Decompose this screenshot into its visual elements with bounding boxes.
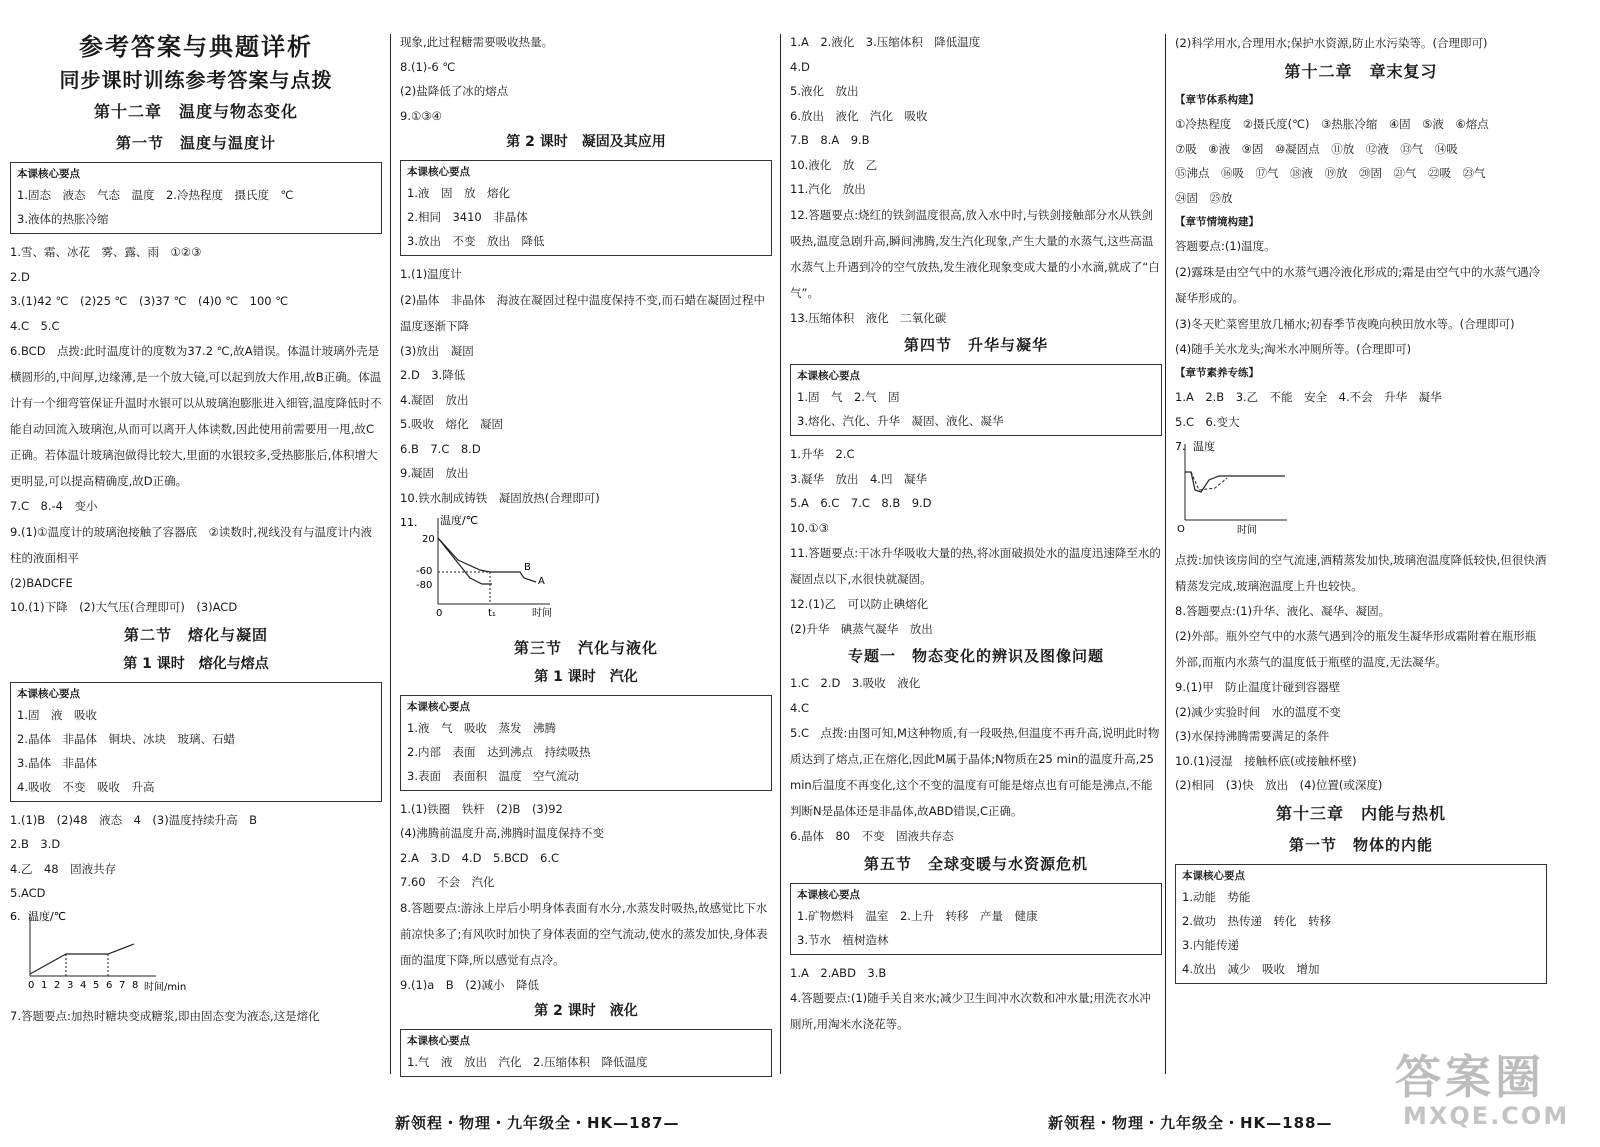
answer-line: (4)随手关水龙头;淘米水冲厕所等。(合理即可): [1175, 341, 1412, 356]
answer-line: 2.B 3.D: [10, 837, 61, 851]
answer-line: 12.(1)乙 可以防止碘熔化: [790, 597, 929, 611]
answer-paragraph: (2)外部。瓶外空气中的水蒸气遇到冷的瓶发生凝华形成霜附着在瓶形瓶外部,而瓶内水蒸气的温度低于瓶壁的温度,无法凝华。: [1175, 629, 1537, 669]
answer-line: 3.(1)42 ℃ (2)25 ℃ (3)37 ℃ (4)0 ℃ 100 ℃: [10, 294, 289, 308]
graph-tick: 8: [132, 979, 139, 991]
graph-y-tick: -60: [416, 566, 433, 577]
graph-question-number: 7.: [1175, 440, 1186, 453]
answer-line: 4.C: [790, 700, 810, 715]
answer-line: 10.液化 放 乙: [790, 157, 878, 172]
thermometer-graph: [1175, 436, 1547, 545]
lesson-title: 第 1 课时 汽化: [534, 668, 638, 685]
lesson-title: 第 1 课时 熔化与熔点: [123, 655, 269, 672]
graph-question-number: 11.: [400, 516, 418, 529]
core-box-title: 本课核心要点: [797, 888, 860, 901]
graph-t1: t₁: [488, 608, 496, 619]
answer-line: 4.C 5.C: [10, 318, 60, 333]
core-point: 1.气 液 放出 汽化 2.压缩体积 降低温度: [407, 1055, 648, 1069]
review-title: 第十二章 章末复习: [1284, 62, 1438, 81]
core-point: 3.熔化、汽化、升华 凝固、液化、凝华: [797, 414, 1004, 428]
core-box-title: 本课核心要点: [797, 370, 860, 382]
answer-line: 2.D 3.降低: [400, 368, 466, 382]
watermark-logo: [1395, 1050, 1585, 1140]
answer-line: 9.凝固 放出: [400, 466, 469, 480]
core-point: 3.节水 植树造林: [797, 932, 889, 947]
graph-curve-A: [438, 538, 536, 582]
core-points-box: [400, 1029, 772, 1077]
core-box-title: 本课核心要点: [17, 168, 80, 180]
core-point: 4.吸收 不变 吸收 升高: [17, 779, 155, 794]
answer-line: (2)减少实验时间 水的温度不变: [1175, 704, 1341, 719]
watermark-text: 答案圈: [1395, 1050, 1545, 1104]
core-points-box: [400, 160, 772, 256]
graph-tick: 2: [54, 979, 61, 991]
lesson-title: 第 2 课时 液化: [534, 1003, 638, 1019]
graph-label-A: A: [538, 576, 545, 587]
answer-line: 5.ACD: [10, 886, 46, 900]
graph-tick: 4: [80, 979, 87, 991]
answer-paragraph: 4.答题要点:(1)随手关自来水;减少卫生间冲水次数和冲水量;用洗衣水冲厕所,用淘米水浇花等。: [790, 991, 1151, 1031]
core-box-title: 本课核心要点: [407, 1035, 470, 1047]
watermark-url: MXQE.COM: [1403, 1102, 1570, 1130]
answer-paragraph: 8.答题要点:游泳上岸后小明身体表面有水分,水蒸发时吸热,故感觉比下水前凉快多了;有风吹时加快了身体表面的空气流动,使水的蒸发加快,身体表面的温度下降,所以感觉有点冷。: [400, 900, 768, 967]
answer-line: 1.C 2.D 3.吸收 液化: [790, 676, 921, 690]
answer-line: 10.(1)浸湿 接触杯底(或接触杯壁): [1175, 753, 1357, 768]
core-point: 4.放出 减少 吸收 增加: [1182, 961, 1320, 976]
graph-question-number: 6.: [10, 909, 21, 923]
answer-line: (2)BADCFE: [10, 575, 73, 590]
section-2-title: 第二节 熔化与凝固: [123, 625, 268, 644]
answer-line: 现象,此过程糖需要吸收热量。: [400, 35, 554, 49]
answer-line: 10.铁水制成铸铁 凝固放热(合理即可): [400, 490, 600, 505]
answer-line: 1.A 2.B 3.乙 不能 安全 4.不会 升华 凝华: [1175, 390, 1442, 404]
answer-line: 1.雪、霜、冰花 雾、露、雨 ①②③: [10, 245, 202, 259]
core-point: 3.表面 表面积 温度 空气流动: [407, 768, 579, 783]
answer-line: 1.A 2.ABD 3.B: [790, 965, 887, 980]
core-point: 2.相同 3410 非晶体: [407, 210, 528, 224]
section-5-title: 第五节 全球变暖与水资源危机: [863, 854, 1088, 873]
answer-line: 1.(1)温度计: [400, 267, 462, 281]
answer-line: (2)相同 (3)快 放出 (4)位置(或深度): [1175, 778, 1383, 792]
answer-line: 7.B 8.A 9.B: [790, 133, 870, 147]
core-points-box: [10, 682, 382, 802]
graph-y-tick: -80: [416, 580, 433, 591]
chapter-12-title: 第十二章 温度与物态变化: [93, 102, 298, 121]
answer-line: 1.(1)铁圈 铁杆 (2)B (3)92: [400, 801, 563, 816]
column-2: [400, 30, 772, 1110]
core-box-title: 本课核心要点: [407, 700, 470, 713]
answer-paragraph: 11.答题要点:干冰升华吸收大量的热,将冰面破损处水的温度迅速降至水的凝固点以下,水很快就凝固。: [790, 546, 1161, 586]
answer-paragraph: (2)露珠是由空气中的水蒸气遇冷液化形成的;霜是由空气中的水蒸气遇冷凝华形成的。: [1175, 264, 1541, 305]
column-divider: [390, 34, 391, 1074]
column-divider: [1165, 34, 1166, 1074]
section-tag: 【章节素养专练】: [1175, 367, 1259, 379]
graph-tick: 7: [119, 979, 126, 991]
core-point: 1.矿物燃料 温室 2.上升 转移 产量 健康: [797, 908, 1038, 923]
graph-y-label: 温度/℃: [440, 514, 479, 527]
answer-paragraph: 点拨:加快该房间的空气流速,酒精蒸发加快,玻璃泡温度降低较快,但很快酒精蒸发完成,玻璃泡温度上升也较快。: [1175, 552, 1547, 593]
answer-line: 10.(1)下降 (2)大气压(合理即可) (3)ACD: [10, 600, 238, 614]
core-box-title: 本课核心要点: [1182, 869, 1245, 882]
answer-paragraph: 9.(1)①温度计的玻璃泡接触了容器底 ②读数时,视线没有与温度计内液柱的液面相平: [10, 524, 373, 565]
answer-line: 4.D: [790, 59, 810, 74]
answer-line: 5.A 6.C 7.C 8.B 9.D: [790, 496, 932, 510]
answer-line: 1.升华 2.C: [790, 447, 855, 461]
core-point: 1.液 气 吸收 蒸发 沸腾: [407, 720, 556, 735]
column-4: [1175, 30, 1547, 1110]
column-1: [10, 30, 382, 1110]
graph-tick: 1: [41, 979, 48, 991]
page-subtitle: 同步课时训练参考答案与点拨: [59, 68, 333, 92]
graph-y-label: 温度/℃: [28, 909, 67, 923]
answer-line: 1.(1)B (2)48 液态 4 (3)温度持续升高 B: [10, 812, 258, 827]
answer-line: 2.A 3.D 4.D 5.BCD 6.C: [400, 850, 560, 865]
topic-1-title: 专题一 物态变化的辨识及图像问题: [847, 647, 1104, 665]
answer-line: 6.B 7.C 8.D: [400, 441, 481, 456]
answer-line: 8.(1)-6 ℃: [400, 59, 456, 74]
answer-line: 1.A 2.液化 3.压缩体积 降低温度: [790, 35, 981, 49]
answer-line: 6.放出 液化 汽化 吸收: [790, 108, 928, 123]
graph-x-label: 时间: [1237, 525, 1257, 536]
core-points-box: [790, 883, 1162, 955]
section-tag: 【章节情境构建】: [1175, 216, 1259, 228]
system-line: ⑮沸点 ⑯吸 ⑰气 ⑱液 ⑲放 ⑳固 ㉑气 ㉒吸 ㉓气: [1175, 166, 1486, 180]
core-point: 1.固 气 2.气 固: [797, 390, 900, 404]
graph-tick: 6: [106, 979, 113, 991]
page-title: 参考答案与典题详析: [79, 33, 313, 61]
answer-line: 7.60 不会 汽化: [400, 875, 495, 889]
column-3: [790, 30, 1162, 1110]
answer-line: 7.C 8.-4 变小: [10, 499, 98, 513]
graph-origin: 0: [436, 608, 443, 619]
answer-line: 5.液化 放出: [790, 84, 859, 98]
core-points-box: [1175, 864, 1547, 984]
answer-line: 7.答题要点:加热时糖块变成糖浆,即由固态变为液态,这是熔化: [10, 1009, 320, 1023]
melting-graph: [10, 908, 382, 1003]
answer-line: 4.乙 48 固液共存: [10, 861, 117, 876]
core-point: 1.固态 液态 气态 温度 2.冷热程度 摄氏度 ℃: [17, 188, 294, 202]
graph-label-B: B: [524, 562, 531, 573]
footer-page-188: 新领程・物理・九年级全・HK—188—: [1048, 1114, 1333, 1132]
core-points-box: [400, 695, 772, 791]
core-point: 3.放出 不变 放出 降低: [407, 234, 545, 248]
core-points-box: [10, 162, 382, 234]
lesson-title: 第 2 课时 凝固及其应用: [506, 134, 666, 150]
system-line: ①冷热程度 ②摄氏度(℃) ③热胀冷缩 ④固 ⑤液 ⑥熔点: [1175, 117, 1489, 131]
column-divider: [780, 34, 781, 1074]
answer-line: 答题要点:(1)温度。: [1175, 239, 1276, 253]
answer-line: 9.(1)甲 防止温度计碰到容器壁: [1175, 680, 1341, 694]
core-point: 3.内能传递: [1182, 937, 1239, 952]
core-point: 1.液 固 放 熔化: [407, 186, 510, 200]
core-point: 2.晶体 非晶体 铜块、冰块 玻璃、石蜡: [17, 731, 235, 746]
answer-line: 11.汽化 放出: [790, 182, 866, 196]
core-points-box: [790, 364, 1162, 436]
graph-curve-B: [438, 538, 492, 584]
core-point: 3.晶体 非晶体: [17, 755, 97, 770]
graph-y-label: 温度: [1193, 440, 1215, 453]
section-tag: 【章节体系构建】: [1175, 94, 1259, 106]
answer-line: 8.答题要点:(1)升华、液化、凝华、凝固。: [1175, 603, 1391, 618]
core-point: 2.做功 热传递 转化 转移: [1182, 913, 1331, 928]
answer-line: (2)盐降低了冰的熔点: [400, 84, 509, 98]
core-point: 2.内部 表面 达到沸点 持续吸热: [407, 744, 591, 759]
answer-paragraph: (3)冬天贮菜窖里放几桶水;初春季节夜晚向秧田放水等。(合理即可): [1175, 316, 1515, 331]
section-1-title: 第一节 物体的内能: [1288, 835, 1433, 854]
answer-paragraph: 12.答题要点:烧红的铁剑温度很高,放入水中时,与铁剑接触部分水从铁剑吸热,温度急剧升高,瞬间沸腾,发生汽化现象,产生大量的水蒸气,这些高温水蒸气上升遇到冷的空气放热,发生液化现象变成大量的小水滴,就成了“白气”。: [790, 207, 1160, 300]
answer-paragraph: (2)晶体 非晶体 海波在凝固过程中温度保持不变,而石蜡在凝固过程中温度逐渐下降: [400, 292, 765, 333]
answer-line: (4)沸腾前温度升高,沸腾时温度保持不变: [400, 826, 604, 840]
chapter-13-title: 第十三章 内能与热机: [1275, 803, 1446, 823]
answer-paragraph: 6.BCD 点拨:此时温度计的度数为37.2 ℃,故A错误。体温计玻璃外壳是横圆形的,中间厚,边缘薄,是一个放大镜,可以起到放大作用,故B正确。体温计有一个细弯管保证升温时水银可以从玻璃泡膨胀进入细管,温度降低时不能自动回流入玻璃泡,从而可以离开人体读数,因此使用前需要用一甩,故C正确。若体温计玻璃泡做得比较大,里面的水银较多,受热膨胀后,体积增大更明显,可以提高精确度,故D正确。: [10, 344, 382, 488]
graph-curve: [1185, 472, 1285, 492]
graph-curve: [30, 944, 134, 974]
graph-origin: O: [1177, 524, 1185, 535]
graph-x-label: 时间/min: [144, 981, 187, 993]
core-point: 3.液体的热胀冷缩: [17, 212, 109, 226]
answer-line: (3)放出 凝固: [400, 343, 474, 358]
graph-y-tick: 20: [422, 534, 435, 545]
section-4-title: 第四节 升华与凝华: [903, 336, 1048, 354]
answer-line: 9.①③④: [400, 108, 442, 123]
answer-paragraph: (2)科学用水,合理用水;保护水资源,防止水污染等。(合理即可): [1175, 36, 1488, 50]
answer-line: 2.D: [10, 269, 30, 284]
answer-line: 4.凝固 放出: [400, 392, 469, 407]
core-box-title: 本课核心要点: [17, 687, 80, 700]
core-box-title: 本课核心要点: [407, 166, 470, 178]
core-point: 1.固 液 吸收: [17, 707, 97, 722]
answer-line: (3)水保持沸腾需要满足的条件: [1175, 729, 1330, 743]
graph-tick: 3: [67, 979, 74, 991]
graph-x-label: 时间: [532, 608, 552, 619]
answer-line: 13.压缩体积 液化 二氧化碳: [790, 310, 947, 325]
graph-tick: 5: [93, 979, 100, 991]
answer-paragraph: 5.C 点拨:由图可知,M这种物质,有一段吸热,但温度不再升高,说明此时物质达到了熔点,正在熔化,因此M属于晶体;N物质在25 min的温度升高,25 min后温度不再变化,这个不变的温度有可能是熔点也有可能是沸点,不能判断N是晶体还是非晶体,故ABD错误,C正确。: [790, 726, 1160, 818]
system-line: ㉔固 ㉕放: [1175, 190, 1233, 205]
core-point: 1.动能 势能: [1182, 889, 1251, 904]
section-3-title: 第三节 汽化与液化: [513, 638, 658, 657]
graph-tick: 0: [28, 979, 35, 991]
section-1-title: 第一节 温度与温度计: [115, 134, 276, 152]
answer-line: 6.晶体 80 不变 固液共存态: [790, 829, 954, 843]
solidification-graph: [400, 512, 772, 631]
answer-line: 9.(1)a B (2)减小 降低: [400, 977, 539, 992]
system-line: ⑦吸 ⑧液 ⑨固 ⑩凝固点 ⑪放 ⑫液 ⑬气 ⑭吸: [1175, 141, 1458, 156]
answer-line: (2)升华 碘蒸气凝华 放出: [790, 621, 933, 636]
answer-line: 10.①③: [790, 520, 829, 535]
answer-line: 5.C 6.变大: [1175, 414, 1240, 429]
answer-line: 3.凝华 放出 4.凹 凝华: [790, 471, 927, 486]
footer-page-187: 新领程・物理・九年级全・HK—187—: [395, 1114, 680, 1132]
answer-line: 5.吸收 熔化 凝固: [400, 417, 503, 431]
